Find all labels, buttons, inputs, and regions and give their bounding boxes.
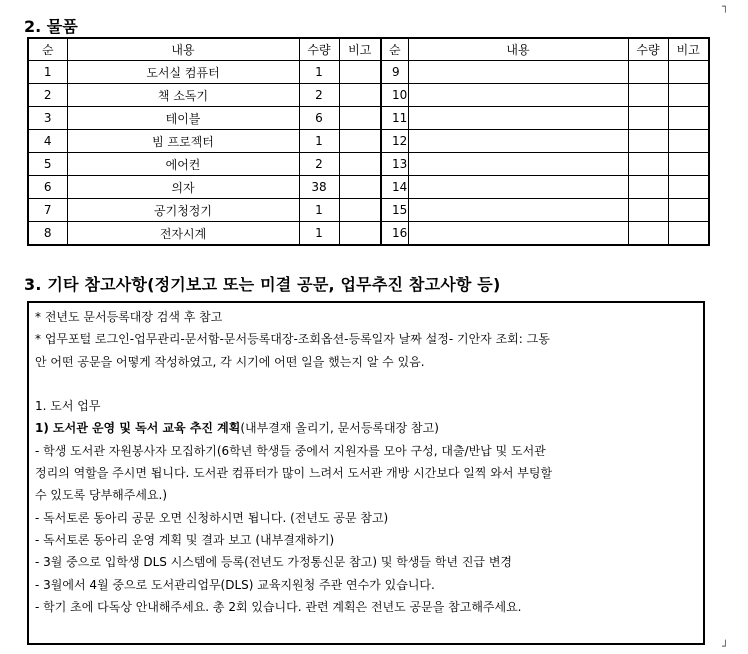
cell-content: 빔 프로젝터 [67,130,299,153]
cell-note [339,107,381,130]
items-table [27,37,710,246]
cell-note [339,130,381,153]
section-3-title: 3. 기타 참고사항(정기보고 또는 미결 공문, 업무추진 참고사항 등) [24,275,501,294]
note-line: - 독서토론 동아리 공문 오면 신청하시면 됩니다. (전년도 공문 참고) [35,510,389,525]
paragraph-mark-icon: ┐ [722,0,729,13]
cell-note [668,84,709,107]
cell-qty: 2 [299,84,339,107]
cell-note [339,61,381,84]
cell-qty [628,153,668,176]
cell-note [668,153,709,176]
table-row [28,107,709,130]
cell-note [668,176,709,199]
cell-no: 11 [381,107,408,130]
cell-content: 의자 [67,176,299,199]
cell-no: 12 [381,130,408,153]
cell-content [408,107,628,130]
cell-content: 공기청정기 [67,199,299,222]
cell-content: 테이블 [67,107,299,130]
note-line [35,373,703,395]
header-note: 비고 [668,38,709,61]
cell-qty [628,176,668,199]
cell-content [408,176,628,199]
cell-content: 전자시계 [67,222,299,246]
table-header-row [28,38,709,61]
notes-body [35,306,703,618]
cell-note [339,222,381,246]
cell-content [408,61,628,84]
cell-qty [628,84,668,107]
cell-note [668,222,709,246]
note-line: 정리의 역할을 주시면 됩니다. 도서관 컴퓨터가 많이 느려서 도서관 개방 시간보다 일찍 와서 부팅할 [35,466,553,481]
note-line: - 독서토론 동아리 운영 계획 및 결과 보고 (내부결재하기) [35,532,335,547]
cell-note [668,61,709,84]
header-content: 내용 [408,38,628,61]
table-row [28,176,709,199]
note-line-heading [35,417,703,439]
cell-note [339,153,381,176]
cell-no: 1 [28,61,67,84]
header-no: 순 [381,38,408,61]
cell-qty: 1 [299,199,339,222]
cell-no: 16 [381,222,408,246]
cell-note [668,130,709,153]
note-line: - 3월 중으로 입학생 DLS 시스템에 등록(전년도 가정통신문 참고) 및 학생들 학년 진급 변경 [35,555,512,570]
section-2-title: 2. 물품 [24,17,78,36]
cell-content [408,222,628,246]
cell-content [408,84,628,107]
cell-content: 책 소독기 [67,84,299,107]
cell-no: 14 [381,176,408,199]
header-content: 내용 [67,38,299,61]
cell-qty [628,61,668,84]
cell-no: 15 [381,199,408,222]
cell-content [408,153,628,176]
header-no: 순 [28,38,67,61]
cell-content [408,199,628,222]
cell-note [668,199,709,222]
cell-no: 6 [28,176,67,199]
cell-no: 7 [28,199,67,222]
note-heading-bold: 1) 도서관 운영 및 독서 교육 추진 계획 [35,421,241,436]
table-row [28,199,709,222]
cell-content: 에어컨 [67,153,299,176]
cell-no: 5 [28,153,67,176]
cell-qty: 2 [299,153,339,176]
note-line: - 학생 도서관 자원봉사자 모집하기(6학년 학생들 중에서 지원자를 모아 구성, 대출/반납 및 도서관 [35,443,546,458]
cell-no: 13 [381,153,408,176]
paragraph-mark-icon: ┘ [722,640,729,653]
cell-qty: 1 [299,61,339,84]
table-row [28,222,709,246]
cell-content: 도서실 컴퓨터 [67,61,299,84]
cell-note [339,176,381,199]
table-row [28,61,709,84]
table-row [28,130,709,153]
note-heading-rest: (내부결재 올리기, 문서등록대장 참고) [240,421,439,436]
cell-qty [628,222,668,246]
cell-no: 9 [381,61,408,84]
table-row [28,153,709,176]
cell-content [408,130,628,153]
note-line: * 전년도 문서등록대장 검색 후 참고 [35,310,223,324]
note-line: - 3월에서 4월 중으로 도서관리업무(DLS) 교육지원청 주관 연수가 있습니다. [35,577,435,592]
note-line: * 업무포털 로그인-업무관리-문서함-문서등록대장-조회옵션-등록일자 날짜 설정- 기안자 조회: 그동 [35,332,550,347]
cell-no: 3 [28,107,67,130]
cell-qty [628,199,668,222]
note-line: 수 있도록 당부해주세요.) [35,488,168,503]
cell-no: 8 [28,222,67,246]
note-line: 안 어떤 공문을 어떻게 작성하였고, 각 시기에 어떤 일을 했는지 알 수 있음. [35,354,425,369]
header-note: 비고 [339,38,381,61]
cell-note [339,84,381,107]
cell-qty: 1 [299,130,339,153]
cell-note [668,107,709,130]
cell-qty: 38 [299,176,339,199]
note-line: 1. 도서 업무 [35,399,101,414]
cell-note [339,199,381,222]
cell-no: 2 [28,84,67,107]
header-qty: 수량 [299,38,339,61]
cell-qty [628,107,668,130]
cell-no: 4 [28,130,67,153]
cell-qty [628,130,668,153]
note-line: - 학기 초에 다독상 안내해주세요. 총 2회 있습니다. 관련 계획은 전년도 공문을 참고해주세요. [35,599,522,614]
cell-qty: 6 [299,107,339,130]
cell-qty: 1 [299,222,339,246]
table-row [28,84,709,107]
header-qty: 수량 [628,38,668,61]
cell-no: 10 [381,84,408,107]
